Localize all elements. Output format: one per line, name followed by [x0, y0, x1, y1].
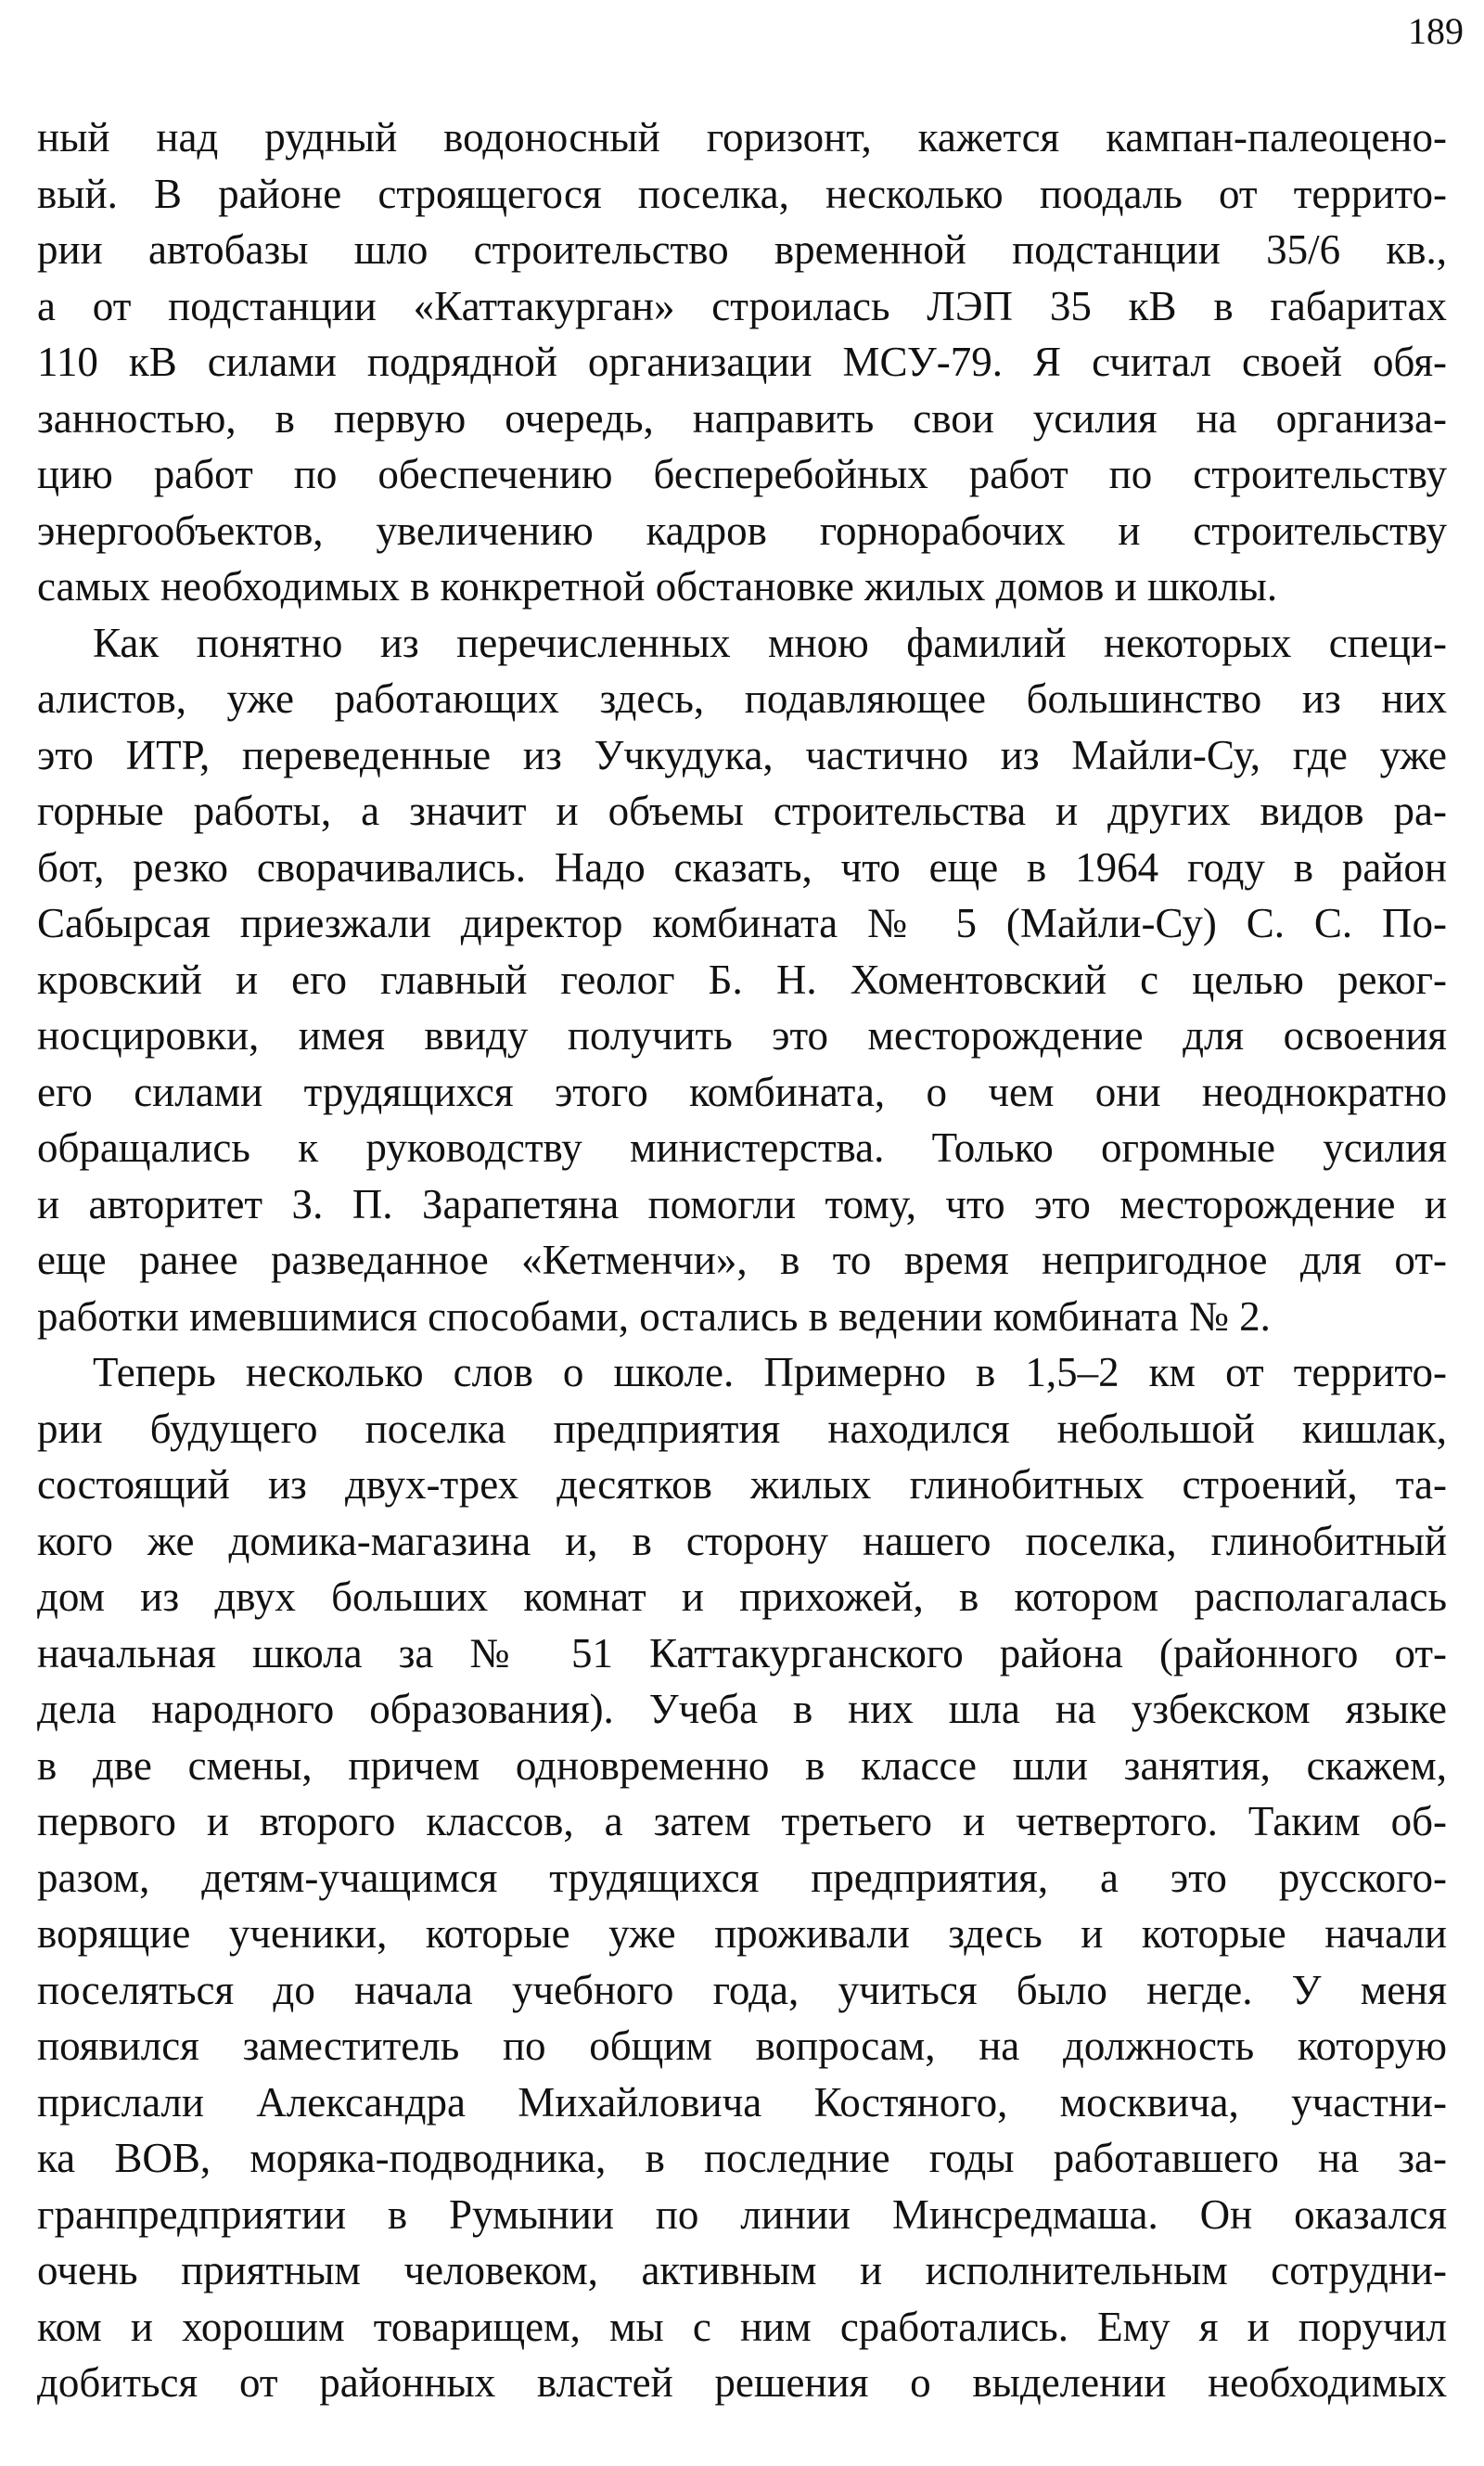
text-line: еще ранее разведанное «Кетменчи», в то время непригодное для от- — [37, 1237, 1447, 1283]
paragraph-end-line: самых необходимых в конкретной обстановке жилых домов и школы. — [37, 563, 1278, 610]
text-line: поселяться до начала учебного года, учиться было негде. У меня — [37, 1966, 1447, 2013]
text-line: состоящий из двух-трех десятков жилых глинобитных строений, та- — [37, 1461, 1447, 1508]
text-line: это ИТР, переведенные из Учкудука, частично из Майли-Су, где уже — [37, 731, 1447, 778]
text-line: и авторитет З. П. Зарапетяна помогли тому, что это месторождение и — [37, 1180, 1447, 1227]
text-line: энергообъектов, увеличению кадров горнорабочих и строительству — [37, 507, 1447, 554]
text-line: вый. В районе строящегося поселка, несколько поодаль от террито- — [37, 170, 1447, 217]
text-line: рии будущего поселка предприятия находился небольшой кишлак, — [37, 1405, 1447, 1452]
text-line: а от подстанции «Каттакурган» строилась ЛЭП 35 кВ в габаритах — [37, 282, 1447, 329]
text-line: ный над рудный водоносный горизонт, кажется кампан-палеоцено- — [37, 114, 1447, 161]
text-line: занностью, в первую очередь, направить свои усилия на организа- — [37, 394, 1447, 442]
text-line: обращались к руководству министерства. Только огромные усилия — [37, 1124, 1447, 1171]
text-line: гранпредприятии в Румынии по линии Минсредмаша. Он оказался — [37, 2190, 1447, 2238]
text-line: прислали Александра Михайловича Костяного, москвича, участни- — [37, 2078, 1447, 2126]
text-line: начальная школа за № 51 Каттакурганского района (районного от- — [37, 1629, 1447, 1676]
text-line: очень приятным человеком, активным и исполнительным сотрудни- — [37, 2247, 1447, 2293]
text-line: дела народного образования). Учеба в них шла на узбекском языке — [37, 1686, 1447, 1732]
text-line: появился заместитель по общим вопросам, на должность которую — [37, 2023, 1447, 2069]
text-line: носцировки, имея ввиду получить это месторождение для освоения — [37, 1012, 1447, 1059]
text-line: горные работы, а значит и объемы строительства и других видов ра- — [37, 788, 1447, 834]
text-line: кровский и его главный геолог Б. Н. Хоментовский с целью реког- — [37, 956, 1447, 1003]
text-line: Сабырсая приезжали директор комбината № 5 (Майли-Су) С. С. По- — [37, 900, 1447, 946]
text-line: ком и хорошим товарищем, мы с ним сработались. Ему я и поручил — [37, 2303, 1447, 2350]
text-line: дом из двух больших комнат и прихожей, в котором располагалась — [37, 1573, 1447, 1620]
text-line: добиться от районных властей решения о выделении необходимых — [37, 2359, 1447, 2406]
text-line: разом, детям-учащимся трудящихся предприятия, а это русского- — [37, 1854, 1447, 1901]
text-line: первого и второго классов, а затем третьего и четвертого. Таким об- — [37, 1798, 1447, 1844]
page-number: 189 — [1408, 10, 1464, 52]
text-line: цию работ по обеспечению бесперебойных работ по строительству — [37, 451, 1447, 497]
text-line: 110 кВ силами подрядной организации МСУ-79. Я считал своей обя- — [37, 339, 1447, 385]
text-line: алистов, уже работающих здесь, подавляющее большинство из них — [37, 675, 1447, 722]
text-line: в две смены, причем одновременно в классе шли занятия, скажем, — [37, 1741, 1447, 1789]
text-line: рии автобазы шло строительство временной подстанции 35/6 кв., — [37, 226, 1447, 273]
text-line: ка ВОВ, моряка-подводника, в последние годы работавшего на за- — [37, 2135, 1447, 2181]
text-line: бот, резко сворачивались. Надо сказать, что еще в 1964 году в район — [37, 843, 1447, 891]
paragraph-first-line: Теперь несколько слов о школе. Примерно в 1,5–2 км от террито- — [93, 1349, 1447, 1395]
text-line: его силами трудящихся этого комбината, о чем они неоднократно — [37, 1068, 1447, 1115]
text-line: кого же домика-магазина и, в сторону нашего поселка, глинобитный — [37, 1517, 1447, 1564]
paragraph-first-line: Как понятно из перечисленных мною фамилий некоторых специ- — [93, 619, 1447, 666]
body-text — [37, 109, 1447, 2411]
paragraph-end-line: работки имевшимися способами, остались в ведении комбината № 2. — [37, 1292, 1271, 1340]
text-line: ворящие ученики, которые уже проживали здесь и которые начали — [37, 1910, 1447, 1957]
